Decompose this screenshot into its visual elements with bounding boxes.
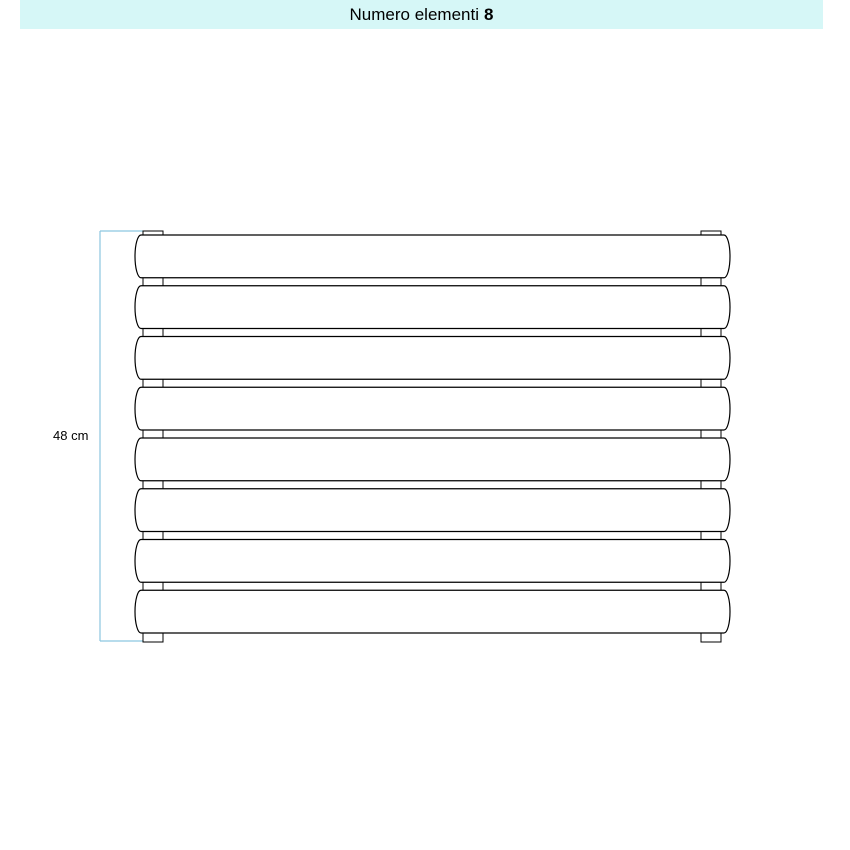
radiator-tube [135, 489, 730, 532]
height-dimension-label: 48 cm [53, 428, 89, 443]
radiator-tubes [135, 231, 730, 642]
radiator-tube [135, 337, 730, 380]
radiator-tube [135, 235, 730, 278]
radiator-tube [135, 438, 730, 481]
radiator-tube [135, 286, 730, 329]
radiator-tube [135, 590, 730, 633]
radiator-tube [135, 540, 730, 583]
element-count: 8 [483, 4, 494, 24]
radiator-tube [135, 387, 730, 430]
header-label: Numero elementi [349, 4, 479, 24]
